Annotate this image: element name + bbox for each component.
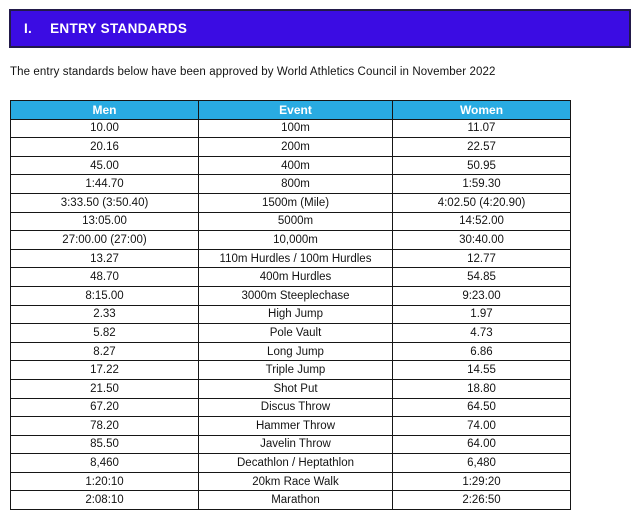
cell-women: 64.00 bbox=[393, 435, 571, 454]
cell-men: 1:20:10 bbox=[11, 472, 199, 491]
table-row bbox=[11, 249, 571, 268]
intro-paragraph: The entry standards below have been approved by World Athletics Council in November 2022 bbox=[10, 66, 496, 78]
cell-men: 8.27 bbox=[11, 342, 199, 361]
table-row bbox=[11, 491, 571, 510]
cell-men: 13:05.00 bbox=[11, 212, 199, 231]
column-header-event: Event bbox=[199, 101, 393, 120]
cell-event: Javelin Throw bbox=[199, 435, 393, 454]
cell-women: 11.07 bbox=[393, 119, 571, 138]
cell-event: 20km Race Walk bbox=[199, 472, 393, 491]
cell-men: 5.82 bbox=[11, 324, 199, 343]
cell-event: 400m Hurdles bbox=[199, 268, 393, 287]
table-row bbox=[11, 231, 571, 250]
cell-women: 6,480 bbox=[393, 454, 571, 473]
cell-event: 800m bbox=[199, 175, 393, 194]
table-row bbox=[11, 138, 571, 157]
table-row bbox=[11, 379, 571, 398]
cell-event: Marathon bbox=[199, 491, 393, 510]
cell-event: Triple Jump bbox=[199, 361, 393, 380]
cell-men: 20.16 bbox=[11, 138, 199, 157]
cell-men: 8:15.00 bbox=[11, 286, 199, 305]
cell-women: 22.57 bbox=[393, 138, 571, 157]
cell-event: Decathlon / Heptathlon bbox=[199, 454, 393, 473]
cell-event: Hammer Throw bbox=[199, 417, 393, 436]
table-row bbox=[11, 398, 571, 417]
cell-men: 13.27 bbox=[11, 249, 199, 268]
cell-men: 2.33 bbox=[11, 305, 199, 324]
cell-men: 21.50 bbox=[11, 379, 199, 398]
section-title: ENTRY STANDARDS bbox=[50, 21, 188, 36]
cell-women: 54.85 bbox=[393, 268, 571, 287]
table-row bbox=[11, 417, 571, 436]
table-row bbox=[11, 212, 571, 231]
table-row bbox=[11, 119, 571, 138]
cell-women: 1:59.30 bbox=[393, 175, 571, 194]
cell-men: 48.70 bbox=[11, 268, 199, 287]
cell-event: Long Jump bbox=[199, 342, 393, 361]
cell-women: 4:02.50 (4:20.90) bbox=[393, 193, 571, 212]
cell-event: 10,000m bbox=[199, 231, 393, 250]
cell-women: 9:23.00 bbox=[393, 286, 571, 305]
cell-men: 67.20 bbox=[11, 398, 199, 417]
table-body bbox=[11, 119, 571, 509]
cell-event: Shot Put bbox=[199, 379, 393, 398]
table-row bbox=[11, 268, 571, 287]
cell-event: High Jump bbox=[199, 305, 393, 324]
table-row bbox=[11, 472, 571, 491]
table-row bbox=[11, 342, 571, 361]
table-row bbox=[11, 156, 571, 175]
cell-women: 64.50 bbox=[393, 398, 571, 417]
cell-women: 2:26:50 bbox=[393, 491, 571, 510]
section-number: I. bbox=[24, 21, 33, 36]
cell-women: 50.95 bbox=[393, 156, 571, 175]
cell-women: 18.80 bbox=[393, 379, 571, 398]
table-row bbox=[11, 286, 571, 305]
cell-women: 14.55 bbox=[393, 361, 571, 380]
table-row bbox=[11, 305, 571, 324]
cell-men: 10.00 bbox=[11, 119, 199, 138]
cell-men: 27:00.00 (27:00) bbox=[11, 231, 199, 250]
column-header-women: Women bbox=[393, 101, 571, 120]
cell-women: 74.00 bbox=[393, 417, 571, 436]
table-header bbox=[11, 101, 571, 120]
cell-men: 85.50 bbox=[11, 435, 199, 454]
cell-men: 45.00 bbox=[11, 156, 199, 175]
cell-men: 1:44.70 bbox=[11, 175, 199, 194]
cell-event: Discus Throw bbox=[199, 398, 393, 417]
table-header-row bbox=[11, 101, 571, 120]
table-row bbox=[11, 454, 571, 473]
section-header-banner bbox=[9, 9, 631, 48]
table-row bbox=[11, 175, 571, 194]
cell-women: 12.77 bbox=[393, 249, 571, 268]
table-row bbox=[11, 435, 571, 454]
table-row bbox=[11, 193, 571, 212]
cell-women: 30:40.00 bbox=[393, 231, 571, 250]
cell-women: 14:52.00 bbox=[393, 212, 571, 231]
column-header-men: Men bbox=[11, 101, 199, 120]
cell-event: 100m bbox=[199, 119, 393, 138]
cell-event: 3000m Steeplechase bbox=[199, 286, 393, 305]
cell-men: 17.22 bbox=[11, 361, 199, 380]
cell-event: Pole Vault bbox=[199, 324, 393, 343]
entry-standards-table bbox=[10, 100, 571, 510]
cell-women: 6.86 bbox=[393, 342, 571, 361]
cell-women: 1.97 bbox=[393, 305, 571, 324]
cell-event: 400m bbox=[199, 156, 393, 175]
cell-event: 110m Hurdles / 100m Hurdles bbox=[199, 249, 393, 268]
cell-event: 1500m (Mile) bbox=[199, 193, 393, 212]
cell-men: 8,460 bbox=[11, 454, 199, 473]
cell-event: 5000m bbox=[199, 212, 393, 231]
cell-event: 200m bbox=[199, 138, 393, 157]
cell-men: 2:08:10 bbox=[11, 491, 199, 510]
table-row bbox=[11, 361, 571, 380]
cell-women: 1:29:20 bbox=[393, 472, 571, 491]
table-row bbox=[11, 324, 571, 343]
cell-men: 3:33.50 (3:50.40) bbox=[11, 193, 199, 212]
cell-men: 78.20 bbox=[11, 417, 199, 436]
cell-women: 4.73 bbox=[393, 324, 571, 343]
